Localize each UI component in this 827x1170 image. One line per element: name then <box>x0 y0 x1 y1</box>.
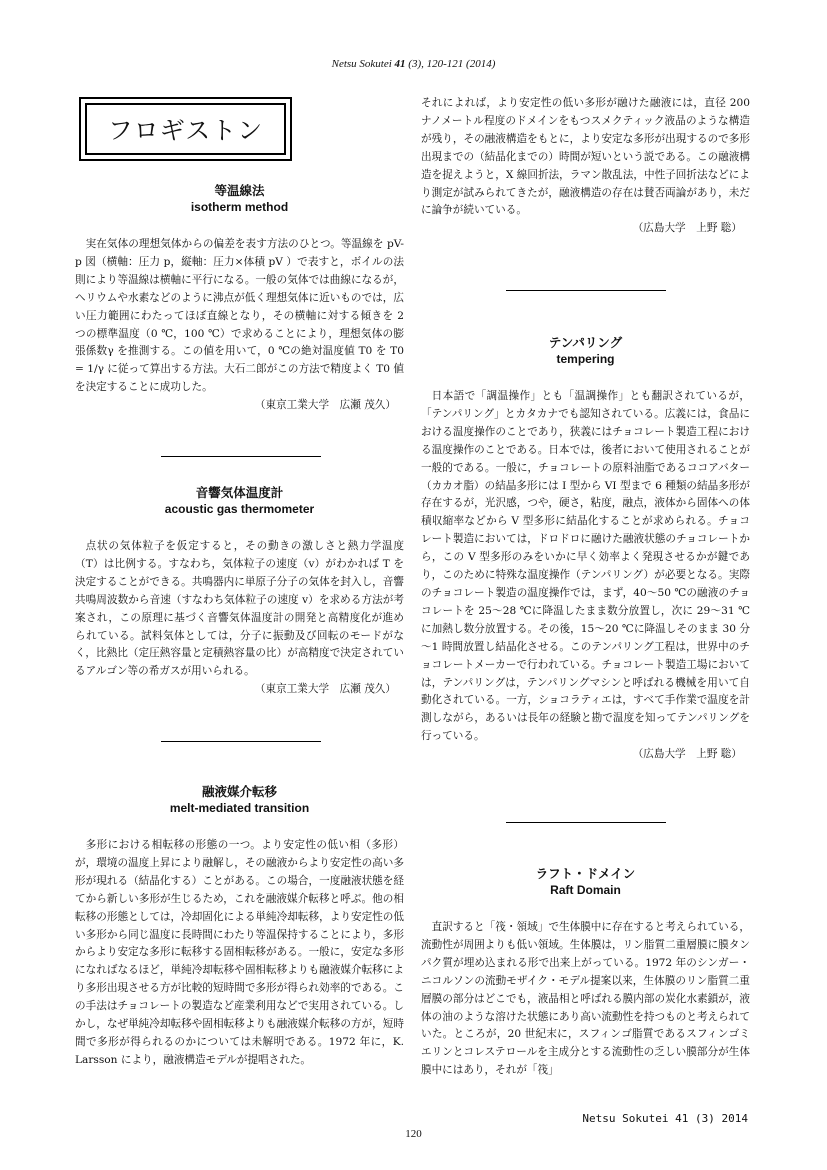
article-title-ja: テンパリング <box>548 335 623 350</box>
article-isotherm <box>75 181 404 415</box>
journal-citation: Netsu Sokutei 41 (3), 120-121 (2014) <box>331 58 496 70</box>
paragraph: 多形における相転移の形態の一つ。より安定性の低い相（多形）が，環境の温度上昇により融解し，その融液からより安定性の高い多形が現れる（結晶化する）ことがある。この場合，一度融液状態を経てから新しい多形が生じるため，これを融液媒介転移と呼ぶ。他の相転移の形態としては，冷却固化による単純冷却転移，より安定性の低い多形から同じ温度に長時間にわたり等温保持することにより，多形からより安定な多形に転移する固相転移がある。一般に，安定な多形になればなるほど，単純冷却転移や固相転移よりも融液媒介転移により多形出現させる方が比較的短時間で多形が得られ効率的である。この手法はチョコレートの製造など産業利用などで実用されている。しかし，なぜ単純冷却転移や固相転移よりも融液媒介転移の方が，短時間で多形が得られるのかについては未解明である。1972 年に，K. Larsson により，融液構造モデルが提唱された。 <box>75 839 404 1066</box>
article-melt-mediated <box>75 782 404 1070</box>
article-body <box>75 837 404 1070</box>
divider <box>161 456 321 457</box>
article-title-en: acoustic gas thermometer <box>164 502 315 516</box>
article-title-en: isotherm method <box>190 200 289 214</box>
article-title-ja: 等温線法 <box>214 183 265 198</box>
paragraph: 点状の気体粒子を仮定すると，その動きの激しさと熱力学温度（T）は比例する。すなわち，気体粒子の速度（v）がわかれば T を決定することができる。共鳴器内に単原子分子の気体を封入し，音響共鳴周波数から音速（すなわち気体粒子の速度 v）を求める方法が考案され，この原理に基づく音響気体温度計の開発と高精度化が進められている。試料気体としては，分子に振動及び回転のモードがなく，比熱比（定圧熱容量と定積熱容量の比）が高精度で決定されているアルゴン等の希ガスが用いられる。 <box>75 540 404 678</box>
article-body <box>75 538 404 681</box>
article-author: （東京工業大学 広瀬 茂久） <box>254 399 396 412</box>
article-author: （広島大学 上野 聡） <box>632 748 742 761</box>
article-body <box>421 95 750 220</box>
article-title-en: Raft Domain <box>550 883 621 897</box>
divider <box>161 741 321 742</box>
article-author: （広島大学 上野 聡） <box>632 222 742 235</box>
section-logo-box <box>79 97 292 161</box>
article-body <box>421 388 750 746</box>
article-acoustic-thermometer <box>75 483 404 699</box>
article-tempering <box>421 333 750 764</box>
paragraph: 日本語で「調温操作」とも「温調操作」とも翻訳されているが，「テンパリング」とカタカナでも認知されている。広義には，食品における温度操作のことであり，狭義にはチョコレート製造工程における温度操作のことである。日本では，後者において使用されることが一般的である。一般に，チョコレートの原料油脂であるココアバター（カカオ脂）の結晶多形には I 型から VI 型まで 6 種類の結晶多形が存在するが，光沢感，つや，硬さ，粘度，融点，液体から固体への体積収縮率などから V 型多形に結晶化することが求められる。チョコレート製造においては，ドロドロに融けた融液状態のチョコレートから，この V 型多形のみをいかに早く効率よく発現させるかが鍵であり，このために特殊な温度操作（テンパリング）が必要となる。実際のチョコレート製造の温度操作では，まず，40～50 ℃の融液のチョコレートを 25～28 ℃に降温したまま数分放置し，次に 29～31 ℃に加熱し数分放置する。その後，15～20 ℃に降温しそのまま 30 分～1 時間放置し結晶化させる。このテンパリング工程は，世界中のチョコレートメーカーで行われている。チョコレート製造工場においては，テンパリングは，テンパリングマシンと呼ばれる機械を用いて自動化されている。一方，ショコラティエは，すべて手作業で温度を計測しながら，あるいは長年の経験と勘で温度を知ってテンパリングを行っている。 <box>421 390 750 743</box>
paragraph: 実在気体の理想気体からの偏差を表す方法のひとつ。等温線を pV-p 図（横軸：圧力 p，縦軸：圧力×体積 pV ）で表すと，ボイルの法則により等温線は横軸に平行になる。一般の気体では曲線になるが，ヘリウムや水素などのように沸点が低く理想気体に近いものでは，広い圧力範囲にわたってほぼ直線となり，その横軸に対する傾きを 2 つの標準温度（0 ℃，100 ℃）で求めることにより，理想気体の膨張係数γ を推測する。この値を用いて，0 ℃の絶対温度値 T0 を T0 = 1/γ に従って算出する方法。大石二郎がこの方法で精度よく T0 値を決定することに成功した。 <box>75 238 404 394</box>
section-logo-text: フロギストン <box>85 103 286 155</box>
article-title-ja: ラフト・ドメイン <box>535 866 636 881</box>
divider <box>506 290 666 291</box>
page-number: 120 <box>405 1128 422 1140</box>
article-title-ja: 音響気体温度計 <box>195 485 284 500</box>
footer-journal: Netsu Sokutei 41 (3) 2014 <box>582 1112 748 1125</box>
paragraph: それによれば，より安定性の低い多形が融けた融液には，直径 200 ナノメートル程度のドメインをもつスメクティック液晶のような構造が残り，その融液構造をもとに，より安定な多形が出現するので多形出現までの（結晶化までの）時間が短いという説である。この融液構造を捉えようと，X 線回折法，ラマン散乱法，中性子回折法などにより測定が試みられてきたが，融液構造の存在は賛否両論があり，未だに論争が続いている。 <box>421 97 750 217</box>
article-body <box>75 236 404 397</box>
article-body <box>421 919 750 1080</box>
article-title-en: melt-mediated transition <box>169 801 310 815</box>
divider <box>506 822 666 823</box>
article-title-ja: 融液媒介転移 <box>201 784 277 799</box>
article-melt-mediated-continued <box>421 95 750 238</box>
paragraph: 直訳すると「筏・領域」で生体膜中に存在すると考えられている，流動性が周囲よりも低い領域。生体膜は，リン脂質二重層膜に膜タンパク質が埋め込まれる形で出来上がっている。1972 年のシンガー・ニコルソンの流動モザイク・モデル提案以来，生体膜のリン脂質二重層膜の部分はどこでも，液晶相と呼ばれる膜内部の炭化水素鎖が，液体の油のような溶けた状態にあり高い流動性を持つものと考えられていた。ところが，20 世紀末に，スフィンゴ脂質であるスフィンゴミエリンとコレステロールを主成分とする流動性の乏しい膜部分が生体膜中にはあり，それが「筏」 <box>421 921 750 1077</box>
article-author: （東京工業大学 広瀬 茂久） <box>254 683 396 696</box>
article-raft-domain <box>421 864 750 1080</box>
article-title-en: tempering <box>556 352 615 366</box>
